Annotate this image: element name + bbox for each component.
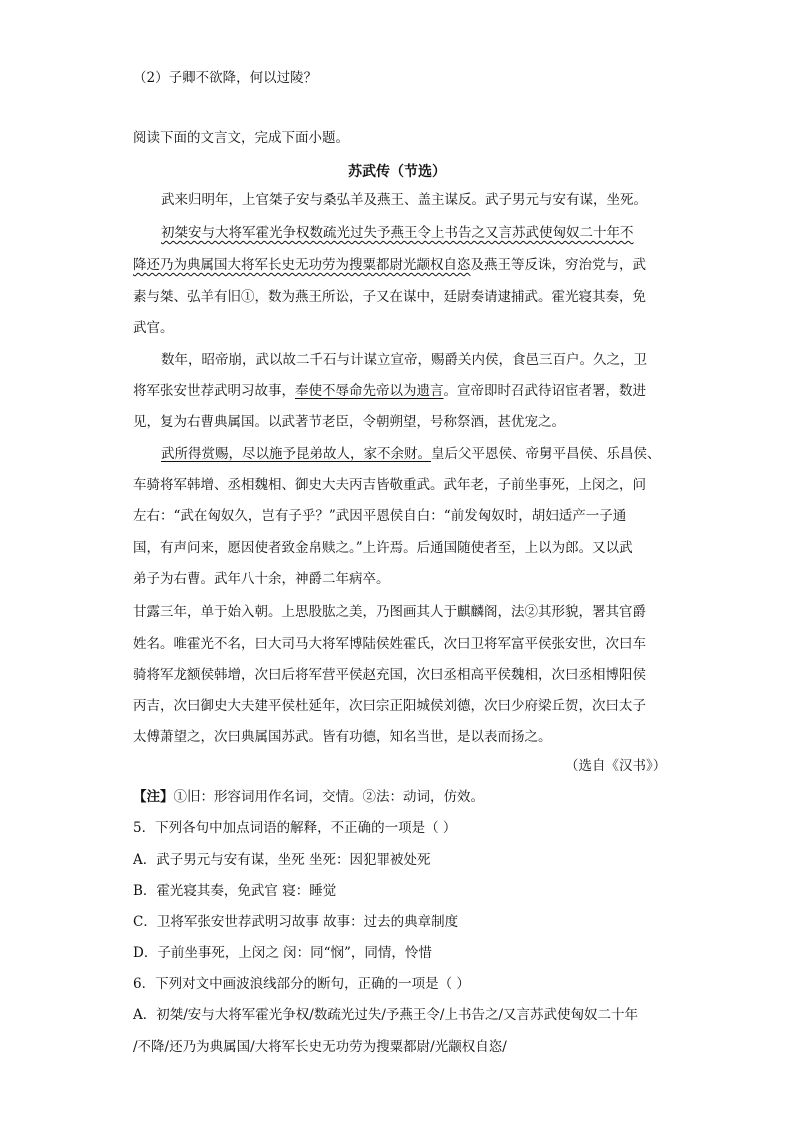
source-citation: （选自《汉书》） [565,758,667,774]
passage-line [161,446,661,462]
note-label: 【注】 [133,789,174,805]
passage-line: 骑将军龙额侯韩增，次曰后将军营平侯赵充国，次曰丞相高平侯魏相，次曰丞相博阳侯 [133,667,646,683]
question-6-option-a: A．初桀/安与大将军霍光争权/数疏光过失/予燕王令/上书告之/又言苏武使匈奴二十年 [133,1007,638,1023]
passage-line: 数年，昭帝崩，武以故二千石与计谋立宣帝，赐爵关内侯，食邑三百户。久之，卫 [161,352,647,368]
passage-line [133,257,646,273]
passage-line: 国，有声问来，愿因使者致金帛赎之。”上许焉。后通国随使者至，上以为郎。又以武 [133,540,633,556]
wavy-underlined-text: 降还乃为典属国大将军长史无功劳为搜粟都尉光颛权自恣 [133,257,471,273]
question-5-option-c: C．卫将军张安世荐武明习故事 故事：过去的典章制度 [133,914,459,930]
question-5-option-b: B．霍光寝其奏，免武官 寝：睡觉 [133,883,337,899]
wavy-underlined-text: 初桀安与大将军霍光争权数疏光过失予燕王令上书告之又言苏武使匈奴二十年不 [161,225,634,241]
passage-line: 见，复为右曹典属国。以武著节老臣，令朝朔望，号称祭酒，甚优宠之。 [133,414,565,430]
previous-question: （2）子卿不欲降，何以过陵？ [133,70,318,86]
underlined-sentence: 奉使不辱命先帝以为遗言 [295,383,444,399]
passage-text: 皇后父平恩侯、帝舅平昌侯、乐昌侯、 [431,446,661,462]
passage-text: 。宣帝即时召武待诏宦者署，数进 [443,383,646,399]
annotation-note [133,789,484,805]
underlined-sentence: 武所得赏赐，尽以施予昆弟故人，家不余财。 [161,446,431,462]
question-6-option-a-continued: /不降/还乃为典属国/大将军长史无功劳为搜粟都尉/光颛权自恣/ [133,1039,507,1055]
passage-line: 甘露三年，单于始入朝。上思股肱之美，乃图画其人于麒麟阁，法②其形貌，署其官爵 [133,604,646,620]
passage-text: 将军张安世荐武明习故事， [133,383,295,399]
reading-instruction: 阅读下面的文言文，完成下面小题。 [133,130,349,146]
passage-title: 苏武传（节选） [348,164,446,180]
passage-line: 车骑将军韩增、丞相魏相、御史大夫丙吉皆敬重武。武年老，子前坐事死，上闵之，问 [133,477,646,493]
passage-line: 左右：“武在匈奴久，岂有子乎？”武因平恩侯自白：“前发匈奴时，胡妇适产一子通 [133,508,627,524]
question-5: 5．下列各句中加点词语的解释，不正确的一项是（ ） [133,820,457,836]
question-5-option-a: A．武子男元与安有谋，坐死 坐死：因犯罪被处死 [133,852,431,868]
passage-line: 姓名。唯霍光不名，曰大司马大将军博陆侯姓霍氏，次曰卫将军富平侯张安世，次曰车 [133,636,646,652]
passage-line: 弟子为右曹。武年八十余，神爵二年病卒。 [133,571,390,587]
question-6: 6．下列对文中画波浪线部分的断句，正确的一项是（ ） [133,976,470,992]
passage-line: 武官。 [133,320,174,336]
passage-line: 武来归明年，上官桀子安与桑弘羊及燕王、盖主谋反。武子男元与安有谋，坐死。 [161,192,647,208]
passage-line: 太傅萧望之，次曰典属国苏武。皆有功德，知名当世，是以表而扬之。 [133,729,552,745]
passage-line-wavy [161,225,634,241]
question-5-option-d: D．子前坐事死，上闵之 闵：同“悯”，同情，怜惜 [133,945,432,961]
passage-line [133,383,646,399]
note-text: ①旧：形容词用作名词，交情。②法：动词，仿效。 [173,789,484,805]
passage-line: 素与桀、弘羊有旧①，数为燕王所讼，子又在谋中，廷尉奏请逮捕武。霍光寝其奏，免 [133,289,646,305]
passage-text: 及燕王等反诛，穷治党与，武 [470,257,646,273]
passage-line: 丙吉，次曰御史大夫建平侯杜延年，次曰宗正阳城侯刘德，次曰少府梁丘贺，次曰太子 [133,698,646,714]
